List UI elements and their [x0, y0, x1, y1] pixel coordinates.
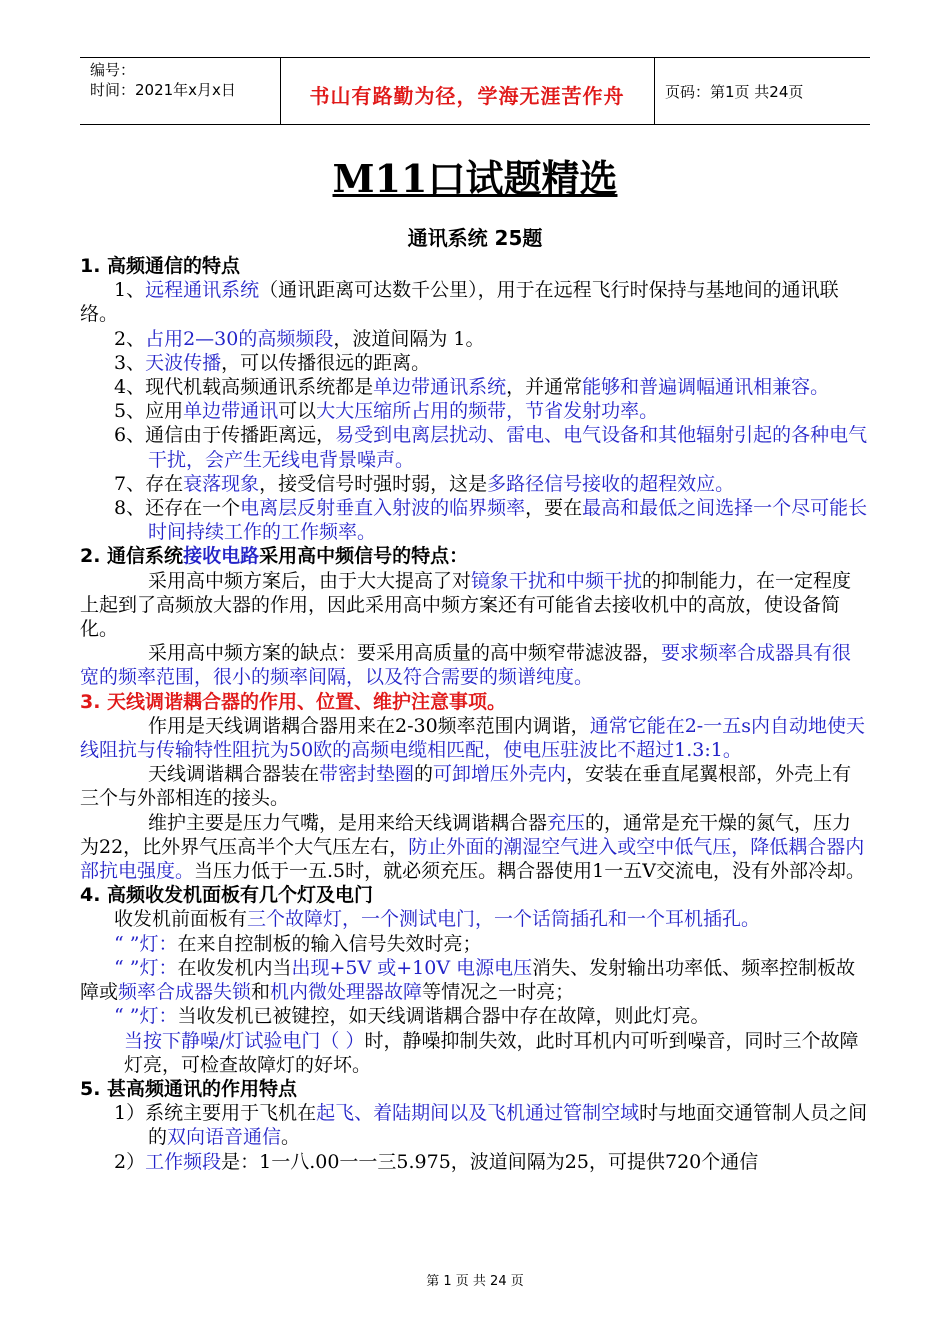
highlight-text: 出现+5V 或+10V 电源电压 — [291, 956, 533, 979]
text-run: 2） — [114, 1150, 146, 1173]
highlight-text: 三个故障灯，一个测试电门，一个话筒插孔和一个耳机插孔。 — [247, 908, 761, 931]
highlight-text: 充压 — [547, 811, 586, 834]
section-heading: 4. 高频收发机面板有几个灯及电门 — [80, 884, 374, 907]
text-run: ，波道间隔为 1。 — [333, 327, 485, 350]
highlight-text: 天波传播 — [145, 351, 222, 374]
text-run: 在来自控制板的输入信号失效时亮； — [177, 932, 482, 955]
text-run: 1、 — [114, 279, 146, 302]
paragraph — [80, 1101, 870, 1149]
lamp-label: “ ”灯： — [114, 1005, 178, 1028]
paragraph — [80, 811, 870, 884]
text-run: ，接受信号时强时弱，这是 — [259, 472, 488, 495]
text-run: 采用高中频信号的特点： — [259, 545, 469, 568]
text-run: ，可以传播很远的距离。 — [221, 351, 431, 374]
highlight-text: 双向语音通信 — [167, 1126, 282, 1149]
text-run: 和 — [251, 981, 271, 1004]
highlight-text: 带密封垫圈 — [319, 763, 415, 786]
text-run: 时与地面交通管制人员之间的 — [148, 1102, 868, 1149]
section-heading: 5. 甚高频通讯的作用特点 — [80, 1077, 298, 1100]
paragraph — [80, 375, 870, 399]
highlight-text: 镜象干扰和中频干扰 — [471, 569, 643, 592]
paragraph — [80, 423, 870, 471]
highlight-text: 频率合成器失锁 — [118, 981, 252, 1004]
text-run: ，要在 — [525, 497, 583, 520]
highlight-text: 衰落现象 — [183, 472, 260, 495]
header-motto: 书山有路勤为径，学海无涯苦作舟 — [309, 84, 625, 108]
text-run: 。 — [281, 1126, 301, 1149]
highlight-text: 防止外面的潮湿空气进入或空中低气压，降低耦合器内部抗电强度。 — [80, 835, 865, 883]
highlight-text: 最高和最低之间选择一个尽可能长时间持续工作的工作频率。 — [148, 497, 868, 544]
text-run: 天线调谐耦合器装在 — [148, 763, 320, 786]
paragraph — [80, 1029, 870, 1077]
text-run: ，并通常 — [506, 376, 583, 399]
highlight-text: 电离层反射垂直入射波的临界频率 — [240, 497, 526, 520]
text-run: 消失、发射输出功率低、频率控制板故障或 — [80, 956, 856, 1004]
paragraph — [80, 496, 870, 544]
text-run: 采用高中频方案的缺点：要采用高质量的高中频窄带滤波器， — [148, 642, 662, 665]
highlight-text: 多路径信号接收的超程效应。 — [487, 472, 735, 495]
text-run: 在收发机内当 — [177, 956, 292, 979]
text-run: 是：1一八.00一一三5.975，波道间隔为25，可提供720个通信 — [221, 1150, 759, 1173]
text-run: 等情况之一时亮； — [422, 981, 575, 1004]
highlight-text: 起飞、着陆期间以及飞机通过管制空域 — [316, 1102, 640, 1125]
text-run: 7、存在 — [114, 472, 184, 495]
text-run: 的，通常是充干燥的氮气，压力为22，比外界气压高半个大气压左右， — [80, 811, 852, 858]
paragraph — [80, 762, 870, 810]
text-run: 采用高中频方案后，由于大大提高了对 — [148, 569, 472, 592]
text-run: 的 — [414, 763, 434, 786]
highlight-text: 大大压缩所占用的频带，节省发射功率。 — [316, 400, 659, 423]
paragraph — [80, 472, 870, 496]
paragraph — [80, 932, 870, 956]
text-run: 时，静噪抑制失效，此时耳机内可听到噪音，同时三个故障灯亮，可检查故障灯的好坏。 — [124, 1029, 859, 1076]
header-page-info: 页码：第1页 共24页 — [665, 83, 804, 101]
header-divider — [654, 58, 655, 124]
text-run: 作用是天线调谐耦合器用来在2-30频率范围内调谐， — [148, 714, 590, 737]
paragraph — [80, 714, 870, 762]
text-run: 3、 — [114, 351, 146, 374]
text-run: 可以 — [278, 400, 317, 423]
paragraph — [80, 907, 870, 931]
lamp-label: “ ”灯： — [114, 956, 178, 979]
text-run: ，安装在垂直尾翼根部，外壳上有三个与外部相连的接头。 — [80, 763, 852, 810]
highlight-text: 远程通讯系统 — [145, 279, 260, 302]
highlight-text: 单边带通讯系统 — [373, 376, 507, 399]
highlight-text: 通常它能在2-一五s内自动地使天线阻抗与传输特性阻抗为50欧的高频电缆相匹配，使电压驻波比不超过1.3:1。 — [80, 714, 865, 762]
section-heading: 3. 天线调谐耦合器的作用、位置、维护注意事项。 — [80, 690, 507, 713]
text-run: 2. 通信系统 — [80, 545, 184, 568]
section-heading — [80, 544, 870, 568]
document-body — [80, 254, 870, 1174]
paragraph — [80, 1004, 870, 1028]
highlight-text: 易受到电离层扰动、雷电、电气设备和其他辐射引起的各种电气干扰，会产生无线电背景噪声。 — [148, 424, 868, 471]
highlight-text: 能够和普遍调幅通讯相兼容。 — [582, 376, 830, 399]
header-time: 时间：2021年x月x日 — [90, 81, 236, 99]
paragraph — [80, 399, 870, 423]
section-heading: 1. 高频通信的特点 — [80, 255, 241, 277]
highlight-text: 接收电路 — [183, 545, 260, 568]
text-run: 当压力低于一五.5时，就必须充压。耦合器使用1一五V交流电，没有外部冷却。 — [194, 860, 865, 883]
document-subtitle: 通讯系统 25题 — [407, 226, 543, 250]
text-run: 1）系统主要用于飞机在 — [114, 1102, 317, 1125]
text-run: 2、 — [114, 327, 146, 350]
text-run: 维护主要是压力气嘴，是用来给天线调谐耦合器 — [148, 811, 548, 834]
text-run: 收发机前面板有 — [114, 908, 248, 931]
highlight-text: 当按下静噪/灯试验电门（ ） — [124, 1029, 365, 1052]
paragraph — [80, 956, 870, 1004]
document-title: M11口试题精选 — [332, 156, 618, 201]
page-footer: 第 1 页 共 24 页 — [426, 1274, 524, 1289]
header-meta — [90, 60, 236, 100]
paragraph — [80, 278, 870, 326]
text-run: 6、通信由于传播距离远， — [114, 424, 336, 447]
highlight-text: 要求频率合成器具有很宽的频率范围，很小的频率间隔，以及符合需要的频谱纯度。 — [80, 642, 852, 689]
header-number: 编号： — [90, 61, 136, 79]
highlight-text: 工作频段 — [145, 1150, 222, 1173]
text-run: （通讯距离可达数千公里），用于在远程飞行时保持与基地间的通讯联络。 — [80, 279, 839, 326]
text-run: 5、应用 — [114, 400, 184, 423]
paragraph — [80, 569, 870, 642]
text-run: 4、现代机载高频通讯系统都是 — [114, 376, 374, 399]
paragraph — [80, 1150, 870, 1174]
text-run: 当收发机已被键控，如天线调谐耦合器中存在故障，则此灯亮。 — [177, 1005, 710, 1028]
text-run: 8、还存在一个 — [114, 497, 241, 520]
highlight-text: 单边带通讯 — [183, 400, 279, 423]
paragraph — [80, 351, 870, 375]
highlight-text: 机内微处理器故障 — [270, 981, 423, 1004]
paragraph — [80, 641, 870, 689]
page-header — [80, 57, 870, 125]
lamp-label: “ ”灯： — [114, 932, 178, 955]
text-run: 的抑制能力，在一定程度上起到了高频放大器的作用，因此采用高中频方案还有可能省去接收机中的高放，使设备简化。 — [80, 569, 852, 641]
highlight-text: 可卸增压外壳内 — [433, 763, 567, 786]
highlight-text: 占用2—30的高频频段 — [145, 327, 334, 350]
paragraph — [80, 327, 870, 351]
